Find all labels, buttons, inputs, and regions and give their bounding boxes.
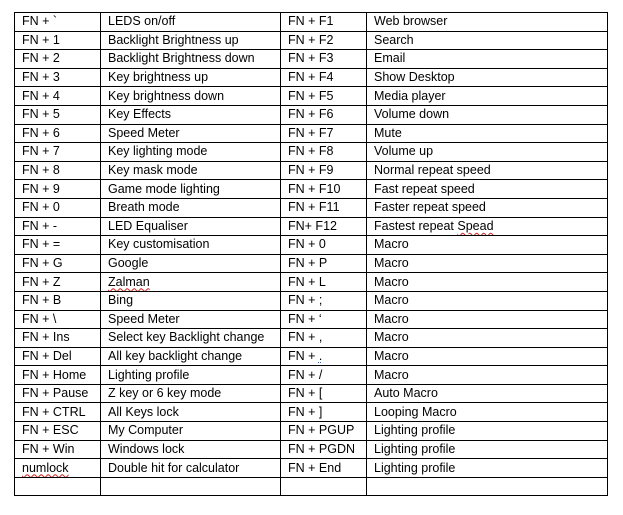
shortcut-description-cell: Zalman [101, 273, 281, 292]
table-row [15, 273, 608, 292]
shortcut-key-cell: FN + F11 [281, 198, 367, 217]
shortcut-description-cell: Mute [367, 124, 608, 143]
shortcut-description-cell: Media player [367, 87, 608, 106]
shortcut-key-cell: FN + PGUP [281, 422, 367, 441]
shortcut-key-cell: FN + 1 [15, 31, 101, 50]
shortcut-description-cell: Search [367, 31, 608, 50]
shortcut-description-cell: LED Equaliser [101, 217, 281, 236]
shortcut-description-cell: Key customisation [101, 236, 281, 255]
shortcut-key-cell: FN + F9 [281, 161, 367, 180]
shortcut-description-cell: Bing [101, 291, 281, 310]
shortcut-key-cell: FN+ F12 [281, 217, 367, 236]
shortcut-description-cell: Macro [367, 254, 608, 273]
shortcut-description-cell: Key Effects [101, 105, 281, 124]
table-row [15, 403, 608, 422]
table-row [15, 254, 608, 273]
shortcut-key-cell: FN + , [281, 329, 367, 348]
shortcut-key-cell: FN + F5 [281, 87, 367, 106]
table-row [15, 347, 608, 366]
shortcut-key-cell: FN + ‘ [281, 310, 367, 329]
shortcut-description-cell: Key mask mode [101, 161, 281, 180]
table-body [15, 13, 608, 496]
shortcut-description-cell: Normal repeat speed [367, 161, 608, 180]
shortcut-key-cell: FN + 3 [15, 68, 101, 87]
table-row [15, 440, 608, 459]
shortcut-key-cell: FN + 0 [15, 198, 101, 217]
shortcut-description-cell: Windows lock [101, 440, 281, 459]
shortcut-description-cell: LEDS on/off [101, 13, 281, 32]
shortcut-description-cell: Show Desktop [367, 68, 608, 87]
shortcut-description-cell: Z key or 6 key mode [101, 384, 281, 403]
shortcut-key-cell: FN + F2 [281, 31, 367, 50]
table-row [15, 366, 608, 385]
shortcut-description-cell: Lighting profile [367, 422, 608, 441]
shortcut-description-cell: Google [101, 254, 281, 273]
table-row [15, 143, 608, 162]
shortcut-description-cell: Macro [367, 347, 608, 366]
shortcut-key-cell: FN + F10 [281, 180, 367, 199]
table-row [15, 459, 608, 478]
shortcut-description-cell: Lighting profile [101, 366, 281, 385]
shortcut-key-cell: FN + Home [15, 366, 101, 385]
shortcut-key-cell: FN + / [281, 366, 367, 385]
shortcut-key-cell: FN + F4 [281, 68, 367, 87]
shortcut-description-cell: Faster repeat speed [367, 198, 608, 217]
shortcut-description-cell: Game mode lighting [101, 180, 281, 199]
shortcut-description-cell: Lighting profile [367, 440, 608, 459]
shortcut-description-cell: Key brightness down [101, 87, 281, 106]
shortcut-key-cell [15, 477, 101, 496]
shortcut-description-cell: Fastest repeat Spead [367, 217, 608, 236]
table-row [15, 124, 608, 143]
shortcut-key-cell: FN + F3 [281, 50, 367, 69]
shortcut-description-cell: Volume up [367, 143, 608, 162]
shortcut-key-cell: FN + 5 [15, 105, 101, 124]
shortcut-description-cell: All key backlight change [101, 347, 281, 366]
shortcut-description-cell [367, 477, 608, 496]
table-row [15, 291, 608, 310]
keyboard-shortcuts-table [14, 12, 608, 496]
shortcut-description-cell: Backlight Brightness down [101, 50, 281, 69]
table-row [15, 310, 608, 329]
table-row [15, 13, 608, 32]
shortcut-key-cell: FN + F7 [281, 124, 367, 143]
shortcut-key-cell: FN + 4 [15, 87, 101, 106]
shortcut-key-cell: numlock [15, 459, 101, 478]
table-row [15, 422, 608, 441]
shortcut-key-cell: FN + 8 [15, 161, 101, 180]
shortcut-description-cell: Email [367, 50, 608, 69]
shortcut-description-cell: Fast repeat speed [367, 180, 608, 199]
shortcut-description-cell: All Keys lock [101, 403, 281, 422]
shortcut-key-cell [281, 477, 367, 496]
shortcut-key-cell: FN + Pause [15, 384, 101, 403]
shortcut-key-cell: FN + [ [281, 384, 367, 403]
table-row [15, 384, 608, 403]
shortcut-key-cell: FN + 0 [281, 236, 367, 255]
shortcut-key-cell: FN + 6 [15, 124, 101, 143]
shortcut-key-cell: FN + Win [15, 440, 101, 459]
shortcut-key-cell: FN + F8 [281, 143, 367, 162]
shortcut-key-cell: FN + G [15, 254, 101, 273]
shortcut-key-cell: FN + 9 [15, 180, 101, 199]
table-row [15, 329, 608, 348]
shortcut-description-cell: Breath mode [101, 198, 281, 217]
table-row [15, 198, 608, 217]
shortcut-description-cell: Double hit for calculator [101, 459, 281, 478]
shortcut-description-cell: Web browser [367, 13, 608, 32]
shortcut-description-cell: Select key Backlight change [101, 329, 281, 348]
shortcut-description-cell: Macro [367, 273, 608, 292]
shortcut-key-cell: FN + CTRL [15, 403, 101, 422]
shortcut-description-cell: Macro [367, 291, 608, 310]
table-row [15, 477, 608, 496]
shortcut-key-cell: FN + ` [15, 13, 101, 32]
shortcut-key-cell: FN + Ins [15, 329, 101, 348]
shortcut-description-cell: Backlight Brightness up [101, 31, 281, 50]
shortcut-description-cell: Lighting profile [367, 459, 608, 478]
shortcut-description-cell: Key lighting mode [101, 143, 281, 162]
table-row [15, 180, 608, 199]
shortcut-key-cell: FN + F1 [281, 13, 367, 32]
table-row [15, 87, 608, 106]
shortcut-description-cell: My Computer [101, 422, 281, 441]
shortcut-key-cell: FN + PGDN [281, 440, 367, 459]
shortcut-description-cell: Macro [367, 329, 608, 348]
shortcut-key-cell: FN + 2 [15, 50, 101, 69]
table-row [15, 31, 608, 50]
shortcut-description-cell: Volume down [367, 105, 608, 124]
shortcut-key-cell: FN + - [15, 217, 101, 236]
shortcut-description-cell: Macro [367, 310, 608, 329]
shortcut-key-cell: FN + P [281, 254, 367, 273]
shortcut-key-cell: FN + \ [15, 310, 101, 329]
shortcut-description-cell: Speed Meter [101, 124, 281, 143]
shortcut-key-cell: FN + ; [281, 291, 367, 310]
shortcut-description-cell: Auto Macro [367, 384, 608, 403]
shortcut-description-cell: Macro [367, 236, 608, 255]
table-row [15, 217, 608, 236]
shortcut-key-cell: FN + . [281, 347, 367, 366]
table-row [15, 161, 608, 180]
shortcut-description-cell: Key brightness up [101, 68, 281, 87]
shortcut-description-cell: Speed Meter [101, 310, 281, 329]
table-row [15, 50, 608, 69]
table-row [15, 68, 608, 87]
shortcut-description-cell: Looping Macro [367, 403, 608, 422]
shortcut-key-cell: FN + 7 [15, 143, 101, 162]
shortcut-description-cell: Macro [367, 366, 608, 385]
shortcut-key-cell: FN + F6 [281, 105, 367, 124]
shortcut-key-cell: FN + Del [15, 347, 101, 366]
shortcut-description-cell [101, 477, 281, 496]
shortcut-key-cell: FN + End [281, 459, 367, 478]
table-row [15, 105, 608, 124]
shortcut-key-cell: FN + = [15, 236, 101, 255]
document-page [14, 12, 608, 496]
shortcut-key-cell: FN + ESC [15, 422, 101, 441]
shortcut-key-cell: FN + B [15, 291, 101, 310]
shortcut-key-cell: FN + L [281, 273, 367, 292]
shortcut-key-cell: FN + Z [15, 273, 101, 292]
shortcut-key-cell: FN + ] [281, 403, 367, 422]
table-row [15, 236, 608, 255]
